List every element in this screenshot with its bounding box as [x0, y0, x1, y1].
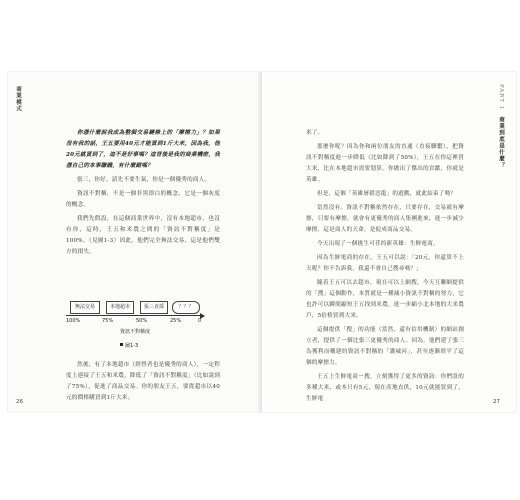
diagram-axis-line: [66, 315, 202, 316]
paragraph: 當然沒有。資訊不對稱依然存在，只要存在，交易就有摩擦，只要有摩擦，就會有更優秀的商人集團進來，進一步減少摩擦，這是商人的天命，是促成商品交易。: [306, 205, 464, 233]
paragraph: 今天出現了一個挑生可荏的新英雄：生鮮電商。: [317, 241, 439, 247]
left-running-head: 商業模式: [15, 86, 21, 112]
right-text: [306, 128, 464, 408]
paragraph: 張三，你好，請先不要生氣，你是一個優秀的商人。: [77, 177, 211, 183]
paragraph: 那麼你呢？因為你和兩位朋友的直通（直接聯繫），把資訊不對稱度進一步降低（比如降到了50%），王五在你這裡買大米，比在本地超市需要划算，你做出了傑出的貢獻，你就是英雄。: [306, 144, 464, 183]
axis-label: 資訊不對稱度: [120, 329, 151, 335]
paragraph: 我們先假設，在這個商業世界中，沒有本地超市，也沒有你，這時，王五和米農之間的「資訊不對稱度」是100%。（見圖1-3）因此，他們完全無法交易，這是他們雙方的損失。: [66, 216, 220, 255]
info-asymmetry-diagram: [66, 301, 220, 361]
axis-tick: 50%: [136, 318, 148, 324]
paragraph: 但是，這個「英雄屠殺惡龍」的遊戲，就此結束了嗎？: [317, 191, 457, 197]
reader-question: 你憑什麼說我成為整個交易鏈條上的「摩擦力」？如果沒有我的話，王五要用40元才能買到1斤大米，因為我，他20元就買到了，這不是好事嗎？這背後是我的商業機密，我憑自己的本事賺錢，有什麼錯嗎？: [66, 130, 220, 169]
right-page-number: 27: [493, 399, 500, 405]
paragraph: 隨着王五可以去超市，現在可以上網搜，今天互聯網提供的「搜」這個動作，本質就是一種減小資訊不對稱的努力，它也許可以瞬間縮短王五找到米農，進一步縮小北本地的大米農戶，5倍格買到大米。: [306, 280, 464, 319]
axis-tick: 0: [198, 318, 202, 324]
paragraph: 這個提供「搜」的功能（當然，還有信用機制）的網站創立者，提供了一個比張三更優秀的商人。因為，他們建了張三為獲利而構建的資訊不對稱的「護城河」，甚至逐漸填平了這個的摩擦力。: [306, 327, 464, 366]
left-upper-text: [66, 128, 220, 261]
running-head-section: 商業到底是什麼？: [498, 116, 504, 169]
running-head-part: PART 1: [498, 84, 504, 111]
figure-caption: 圖1-3: [120, 342, 138, 349]
paragraph: 資訊不對稱，不是一個非黑即白的概念，它是一個灰度的概念。: [66, 191, 220, 208]
paragraph: 因為生鮮電商的存在，王五可以說：「20元，你還算不上天呢？你不告訴我，我還不會自己搜尋嗎？」: [306, 255, 464, 272]
left-page-number: 26: [16, 399, 23, 405]
paragraph: 王五上生鮮電商一搜，立刻獲得了更多的資訊：你們設的多種大米，或本只有5元，現在產地直供，10元就能買到了，生鮮電: [306, 374, 464, 402]
diagram-box-no-trade: 無法交易: [70, 301, 100, 314]
diagram-box-local-supermarket: 本地超市: [106, 301, 134, 314]
axis-tick: 100%: [66, 318, 81, 324]
left-lower-text: [66, 360, 220, 407]
paragraph: 米了。: [306, 130, 324, 136]
diagram-box-unknown: ？？？: [172, 301, 200, 314]
right-running-head: [497, 84, 505, 169]
paragraph: 然後，有了本地超市（經營者也是優秀的商人），一定程度上連接了王五和米農，降低了「資訊不對稱度」（比如說到了75%），促進了商品交易。你的朋友王五，要從超市以40元的價格購買到1斤大米。: [66, 362, 220, 401]
diagram-box-zhangsan: 張三直採: [140, 301, 168, 314]
axis-tick: 75%: [102, 318, 114, 324]
axis-tick: 25%: [170, 318, 182, 324]
